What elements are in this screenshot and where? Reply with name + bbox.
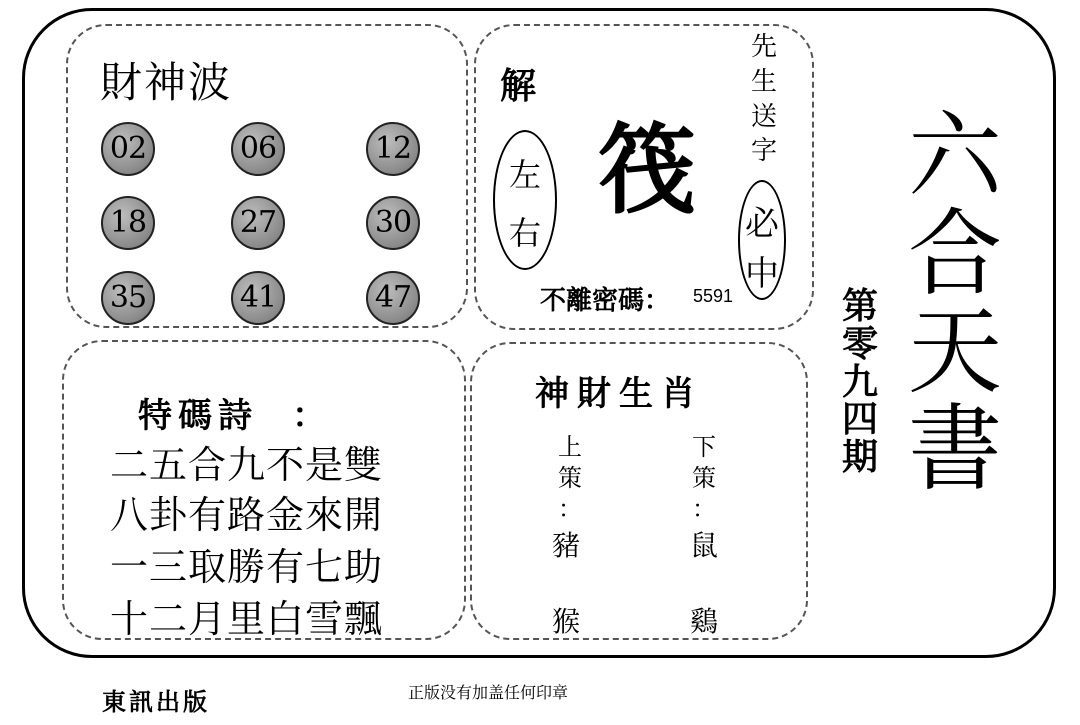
issue-char: 九	[841, 361, 878, 403]
poem-line: 十二月里白雪飄	[110, 597, 384, 641]
zodiac-animal: 豬	[552, 529, 581, 562]
issue-char: 四	[841, 399, 878, 441]
label-char: ：	[558, 495, 582, 524]
zodiac-animal: 猴	[552, 605, 581, 638]
upper-strategy-label	[555, 432, 585, 526]
bi-zhong-oval	[738, 180, 786, 300]
lower-strategy-label	[689, 432, 719, 526]
book-title	[900, 102, 1010, 505]
zodiac-animal: 鷄	[690, 605, 719, 638]
left-char: 左	[508, 156, 541, 194]
label-char: 下	[692, 433, 716, 461]
sensei-char: 生	[750, 66, 777, 97]
issue-char: 零	[841, 323, 878, 365]
number-ball: 27	[231, 196, 285, 250]
sensei-column	[748, 30, 780, 169]
sensei-char: 先	[750, 32, 777, 62]
poem-line: 一三取勝有七助	[110, 545, 384, 589]
bulimima-label: 不離密碼：	[540, 286, 671, 316]
zhong-char: 中	[745, 254, 779, 294]
label-char: 策	[558, 464, 582, 493]
title-char: 天	[907, 297, 1002, 407]
right-char: 右	[508, 214, 541, 252]
title-char: 合	[907, 199, 1002, 309]
wave-title: 財神波	[100, 58, 233, 107]
authenticity-notice: 正版没有加盖任何印章	[408, 683, 569, 702]
number-ball: 47	[366, 271, 420, 325]
label-char: 策	[692, 464, 716, 493]
left-right-oval	[493, 130, 557, 270]
publisher-label: 東訊出版	[102, 688, 210, 716]
main-character: 筏	[598, 113, 697, 228]
poem-title: 特碼詩	[138, 396, 258, 436]
number-ball: 41	[231, 271, 285, 325]
jie-label: 解	[500, 65, 537, 107]
label-char: 上	[558, 433, 582, 461]
poem-colon: ：	[292, 396, 326, 436]
poem-line: 八卦有路金來開	[110, 493, 384, 537]
number-ball: 06	[231, 122, 285, 176]
number-ball: 12	[366, 122, 420, 176]
sensei-char: 送	[750, 101, 777, 132]
number-ball: 02	[101, 122, 155, 176]
number-ball: 30	[366, 196, 420, 250]
title-char: 六	[907, 102, 1002, 211]
issue-char: 第	[841, 286, 878, 327]
label-char: ：	[692, 495, 716, 524]
title-char: 書	[907, 395, 1002, 505]
bi-char: 必	[745, 204, 779, 244]
issue-char: 期	[841, 437, 878, 479]
issue-number	[840, 288, 880, 477]
number-ball: 35	[101, 271, 155, 325]
secret-code: 5591	[693, 286, 734, 306]
zodiac-animal: 鼠	[690, 529, 719, 562]
zodiac-title: 神財生肖	[535, 374, 703, 414]
sensei-char: 字	[750, 136, 777, 167]
poem-line: 二五合九不是雙	[110, 443, 384, 487]
number-ball: 18	[101, 196, 155, 250]
